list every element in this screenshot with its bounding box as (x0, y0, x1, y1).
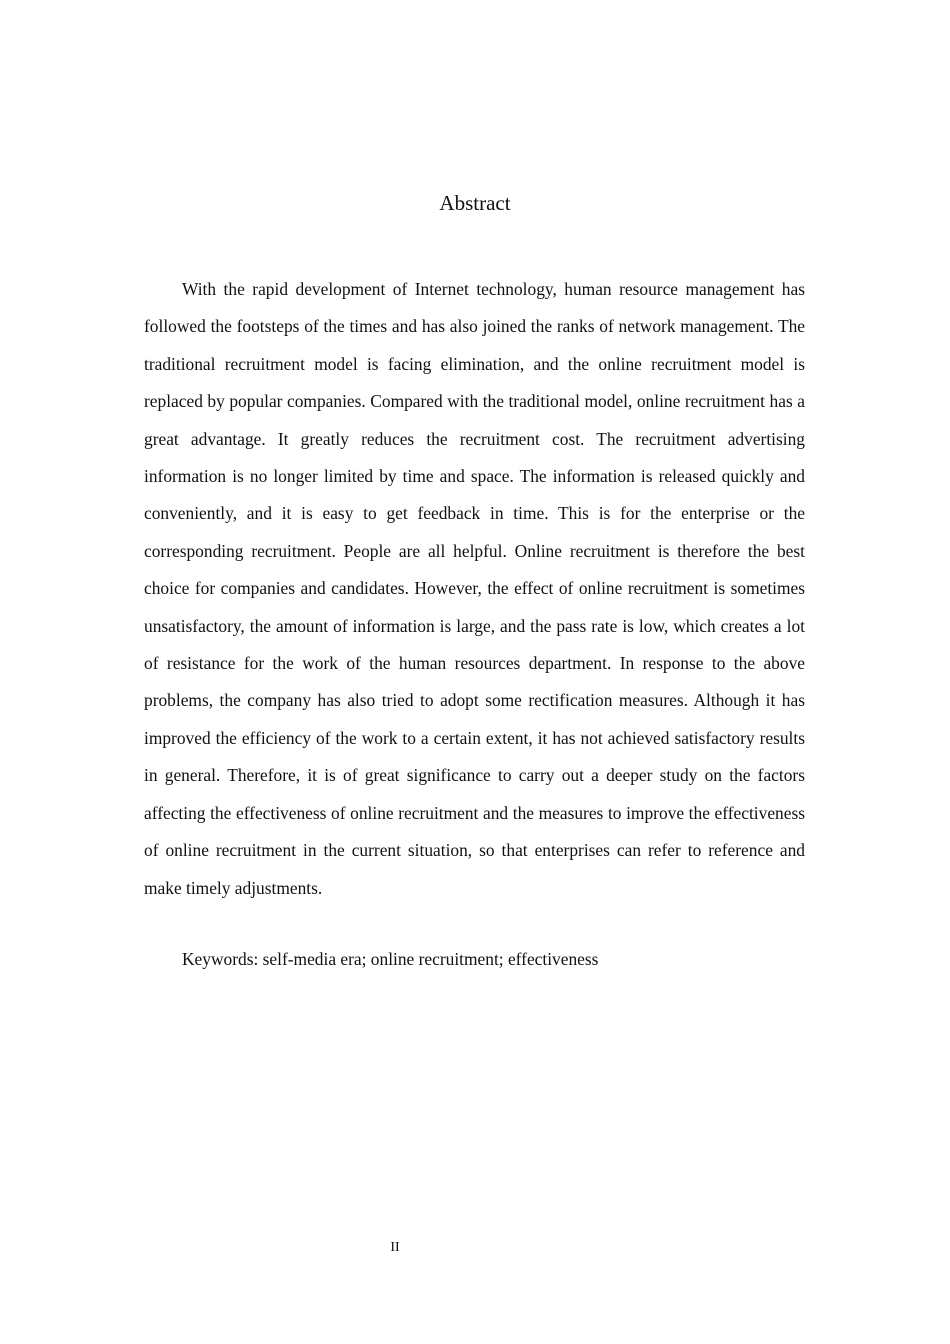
keywords-line: Keywords: self-media era; online recruitment; effectiveness (182, 949, 599, 969)
page-number: II (390, 1240, 400, 1255)
abstract-title: Abstract (439, 191, 511, 215)
abstract-body: With the rapid development of Internet technology, human resource management has followed the footsteps of the times and has also joined the ranks of network management. The traditional recruitment model is facing elimination, and the online recruitment model is replaced by popular companies. Compared with the traditional model, online recruitment has a great advantage. It greatly reduces the recruitment cost. The recruitment advertising information is no longer limited by time and space. The information is released quickly and conveniently, and it is easy to get feedback in time. This is for the enterprise or the corresponding recruitment. People are all helpful. Online recruitment is therefore the best choice for companies and candidates. However, the effect of online recruitment is sometimes unsatisfactory, the amount of information is large, and the pass rate is low, which creates a lot of resistance for the work of the human resources department. In response to the above problems, the company has also tried to adopt some rectification measures. Although it has improved the efficiency of the work to a certain extent, it has not achieved satisfactory results in general. Therefore, it is of great significance to carry out a deeper study on the factors affecting the effectiveness of online recruitment and the measures to improve the effectiveness of online recruitment in the current situation, so that enterprises can refer to reference and make timely adjustments. (144, 279, 805, 898)
